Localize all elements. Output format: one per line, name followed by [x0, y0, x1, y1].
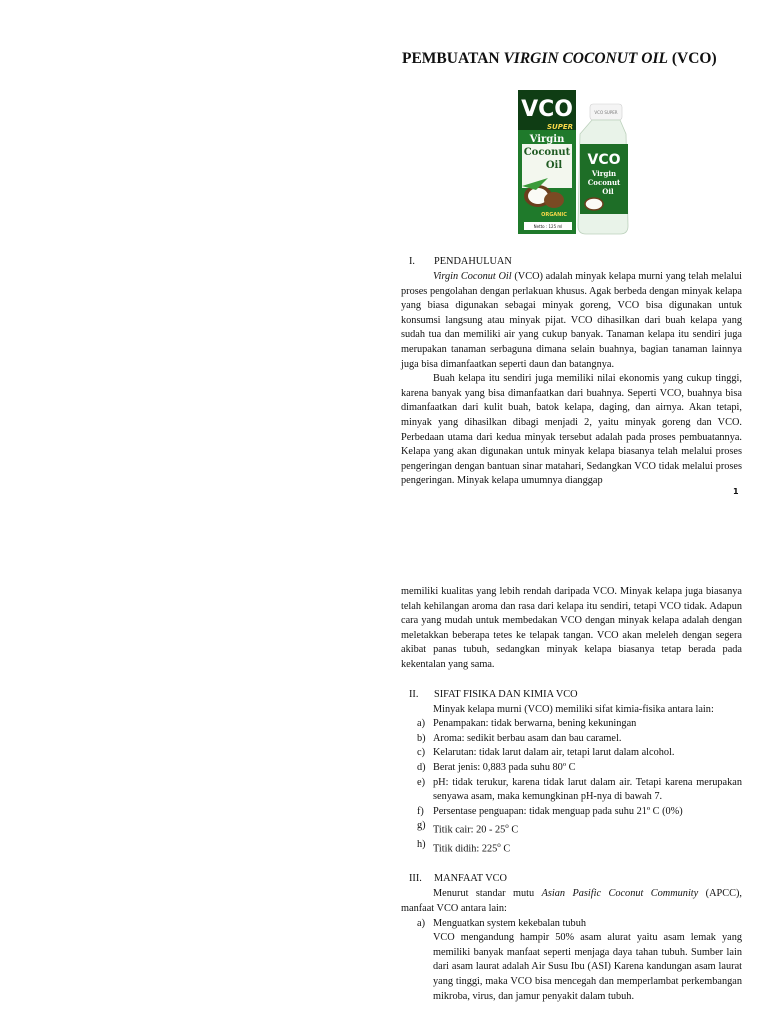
section-3-heading	[401, 872, 742, 887]
list-item: a) Penampakan: tidak berwarna, bening kekuningan	[417, 718, 637, 730]
list-item: d) Berat jenis: 0,883 pada suhu 80º C	[417, 761, 576, 773]
bottle-vco-text: VCO	[587, 152, 621, 168]
section-1-paragraph-3: memiliki kualitas yang lebih rendah daripada VCO. Minyak kelapa juga biasanya telah kehilangan aroma dan rasa dari kelapa itu sendiri, tetapi VCO tidak. Adapun cara yang mudah untuk membedakan VCO dengan minyak kelapa adalah dengan meletakkan beberapa tetes ke telapak tangan. VCO akan meleleh dengan segera akibat panas tubuh, sedangkan minyak kelapa biasanya tetap berada pada kekentalan yang sama.	[401, 586, 742, 670]
page-2-content	[401, 585, 742, 1004]
box-super-text: SUPER	[546, 123, 574, 131]
vco-product-image	[514, 86, 638, 238]
vco-bottle	[578, 104, 628, 234]
section-2-title: SIFAT FISIKA DAN KIMIA VCO	[434, 688, 578, 700]
box-volume-text: Netto : 125 ml	[533, 224, 563, 229]
list-item: f) Persentase penguapan: tidak menguap pada suhu 21º C (0%)	[417, 805, 683, 817]
title-italic: VIRGIN COCONUT OIL	[503, 50, 668, 67]
section-3-title: MANFAAT VCO	[434, 873, 507, 885]
title-part1: PEMBUATAN	[402, 50, 504, 67]
section-2-number: II.	[409, 688, 419, 700]
vco-box	[518, 90, 576, 234]
page-number: 1	[733, 487, 739, 496]
section-1-heading	[401, 255, 742, 270]
p1-rest: (VCO) adalah minyak kelapa murni yang telah melalui proses pengolahan dengan perlakuan khusus. Agak berbeda dengan minyak kelapa yang biasa digunakan sebagai minyak goreng, VCO bisa digunakan untuk konsumsi langsung atau minyak pijat. VCO dihasilkan dari buah kelapa yang sudah tua dan memiliki air yang cukup banyak. Tanaman kelapa itu sendiri juga merupakan tanaman serbaguna dimana selain buahnya, bagian tanaman lainnya juga bisa dimanfaatkan seperti daun dan batangnya.	[401, 271, 742, 370]
box-name-2: Coconut	[523, 147, 571, 158]
box-organic-text: ORGANIC	[541, 212, 567, 218]
list-item: b) Aroma: sedikit berbau asam dan bau caramel.	[417, 732, 622, 744]
section-3-intro: Menurut standar mutu Asian Pasific Coconut Community (APCC), manfaat VCO antara lain:	[401, 888, 742, 914]
box-vco-text: VCO	[521, 97, 573, 122]
section-1	[401, 255, 742, 489]
benefit-body: VCO mengandung hampir 50% asam alurat yaitu asam lemak yang memiliki banyak manfaat seperti menjaga daya tahan tubuh. Sumber lain dari asam laurat adalah Air Susu Ibu (ASI) Karena kandungan asam laurat yang tinggi, maka VCO bisa mencegah dan memperlambat perkembangan mikroba, virus, dan jamur penyakit dalam tubuh.	[433, 932, 742, 1002]
list-item: a) Menguatkan system kekebalan tubuh VCO mengandung hampir 50% asam alurat yaitu asam lemak yang memiliki banyak manfaat seperti menjaga daya tahan tubuh. Sumber lain dari asam laurat adalah Air Susu Ibu (ASI) Karena kandungan asam laurat yang tinggi, maka VCO bisa mencegah dan memperlambat perkembangan mikroba, virus, dan jamur penyakit dalam tubuh.	[417, 917, 742, 1002]
list-item: c) Kelarutan: tidak larut dalam air, tetapi larut dalam alcohol.	[417, 747, 675, 759]
bottle-name-3: Oil	[602, 187, 614, 196]
bottle-cap-text: VCO SUPER	[594, 110, 618, 115]
bottle-name-1: Virgin	[591, 169, 617, 178]
benefit-title: Menguatkan system kekebalan tubuh	[433, 917, 586, 929]
list-item: g) Titik cair: 20 - 25$^o$ C	[417, 820, 519, 836]
section-1-title: PENDAHULUAN	[434, 256, 512, 267]
document-title	[402, 50, 742, 68]
title-part2: (VCO)	[667, 50, 717, 67]
box-name-3: Oil	[545, 160, 563, 171]
bottle-name-2: Coconut	[587, 178, 621, 187]
section-2-intro: Minyak kelapa murni (VCO) memiliki sifat kimia-fisika antara lain:	[433, 703, 714, 715]
section-3-number: III.	[409, 873, 422, 885]
section-1-paragraph-2: Buah kelapa itu sendiri juga memiliki nilai ekonomis yang cukup tinggi, karena banyak yang bisa dimanfaatkan dari buahnya. Seperti VCO, buahnya bisa dimanfaatkan dari kulit buah, batok kelapa, daging, dan airnya. Akan tetapi, minyak yang dihasilkan dibagi menjadi 2, yaitu minyak goreng dan VCO. Perbedaan utama dari kedua minyak tersebut adalah pada proses pembuatannya. Kelapa yang akan digunakan untuk minyak kelapa biasanya telah melalui proses pengeringan dengan bantuan sinar matahari, Sedangkan VCO tidak melalui proses pengeringan. Minyak kelapa umumnya dianggap	[401, 373, 742, 487]
section-3-list	[401, 917, 742, 1005]
section-1-paragraph-1	[401, 270, 742, 372]
list-item: h) Titik didih: 225$^o$ C	[417, 839, 511, 855]
list-item: e) pH: tidak terukur, karena tidak larut dalam air. Tetapi karena merupakan senyawa asam, maka kemungkinan pH-nya di bawah 7.	[417, 776, 742, 803]
box-name-1: Virgin	[529, 134, 565, 145]
p1-italic: Virgin Coconut Oil	[433, 271, 512, 282]
section-1-number: I.	[409, 256, 416, 267]
section-2-list	[401, 717, 742, 857]
section-2-heading	[401, 688, 742, 703]
